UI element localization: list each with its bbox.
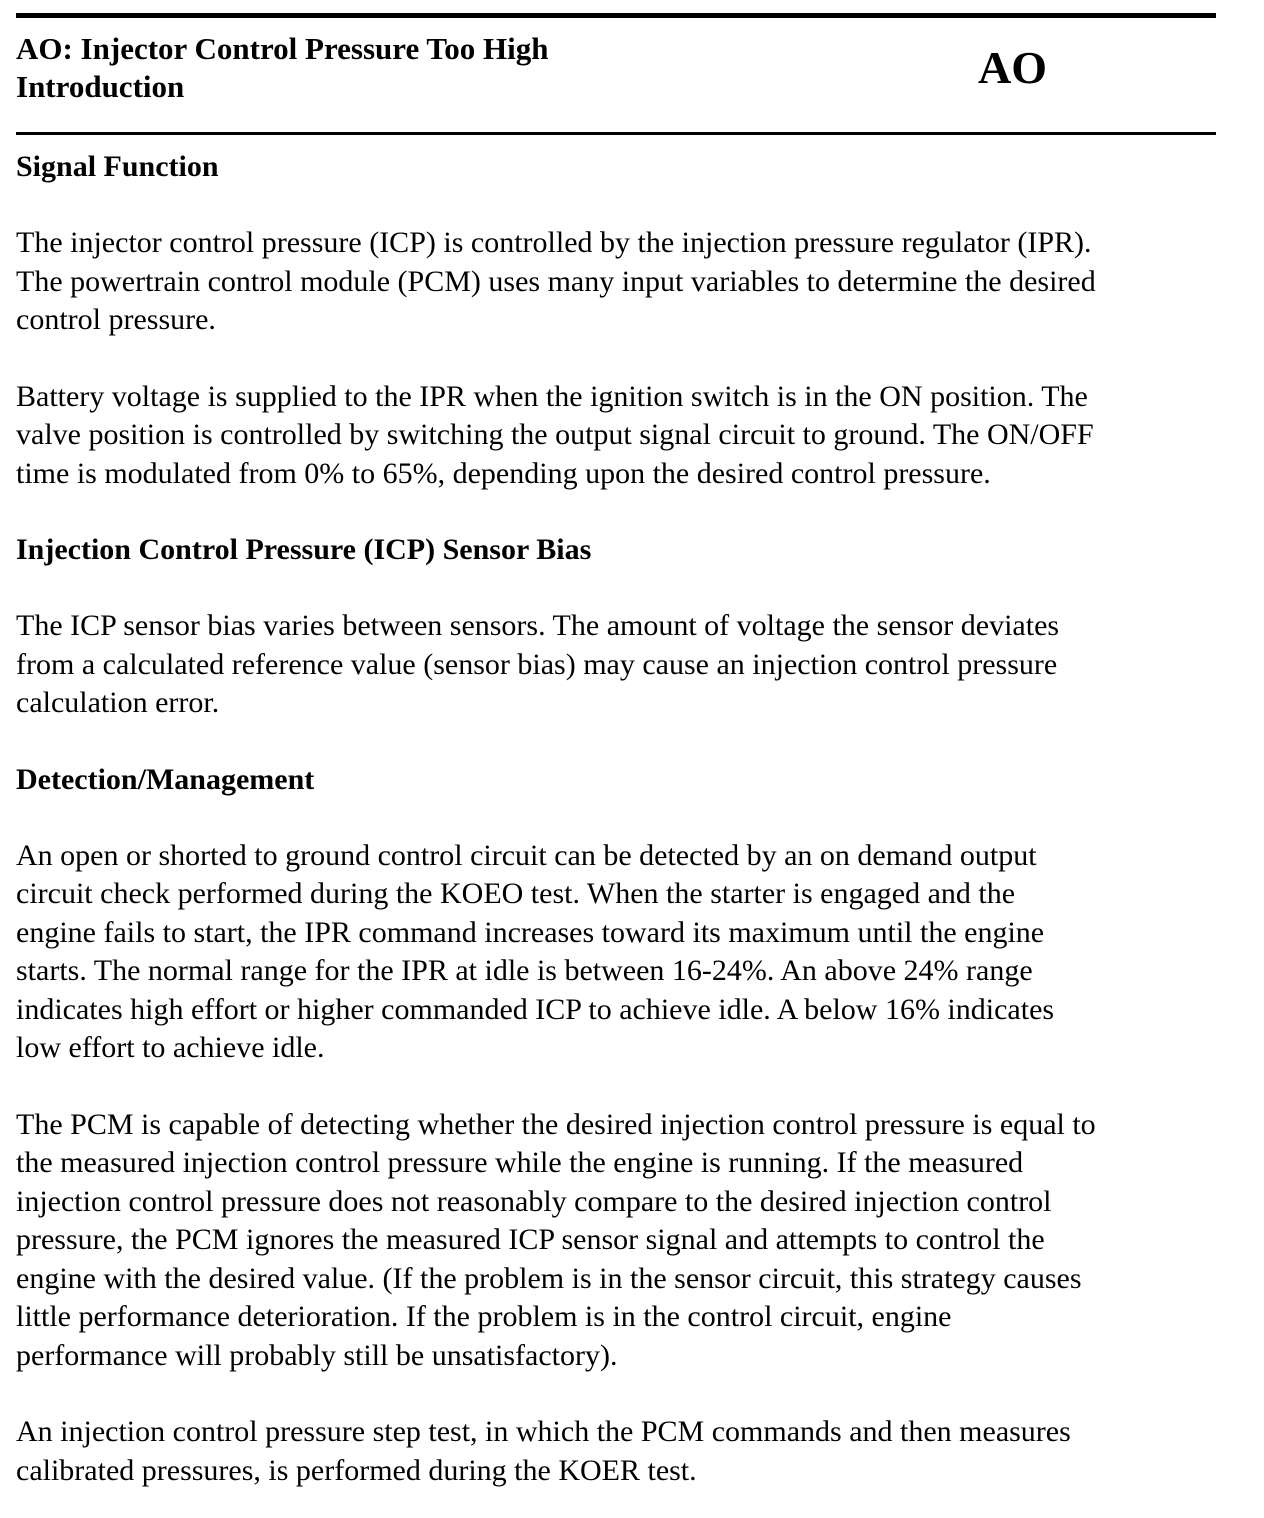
- text-line: little performance deterioration. If the problem is in the control circuit, engine: [16, 1300, 952, 1333]
- text-line: from a calculated reference value (sensor bias) may cause an injection control pressure: [16, 647, 1058, 681]
- text-line: engine with the desired value. (If the problem is in the sensor circuit, this strategy causes: [16, 1261, 1082, 1295]
- paragraph-signal-function-1: [16, 224, 1216, 340]
- text-line: the measured injection control pressure while the engine is running. If the measured: [16, 1146, 1024, 1179]
- header-top-rule: [16, 13, 1216, 18]
- heading-icp-sensor-bias: Injection Control Pressure (ICP) Sensor Bias: [16, 533, 592, 566]
- section-code: AO: [978, 42, 1047, 93]
- text-line: An open or shorted to ground control circuit can be detected by an on demand output: [16, 838, 1037, 872]
- text-line: Battery voltage is supplied to the IPR when the ignition switch is in the ON position. The: [16, 379, 1088, 413]
- text-line: control pressure.: [16, 303, 216, 336]
- paragraph-detection-2: [16, 1106, 1216, 1376]
- text-line: pressure, the PCM ignores the measured ICP sensor signal and attempts to control the: [16, 1223, 1045, 1256]
- paragraph-detection-3: [16, 1413, 1216, 1490]
- text-line: The powertrain control module (PCM) uses many input variables to determine the desired: [16, 264, 1096, 298]
- text-line: calibrated pressures, is performed during the KOER test.: [16, 1453, 697, 1487]
- paragraph-detection-1: [16, 837, 1216, 1068]
- text-line: The ICP sensor bias varies between sensors. The amount of voltage the sensor deviates: [16, 609, 1060, 642]
- text-line: performance will probably still be unsatisfactory).: [16, 1338, 618, 1372]
- text-line: An injection control pressure step test, in which the PCM commands and then measures: [16, 1415, 1071, 1448]
- document-title: [16, 30, 548, 106]
- header-bottom-rule: [16, 132, 1216, 135]
- heading-detection-management: Detection/Management: [16, 762, 315, 796]
- document-body: [16, 148, 1216, 1490]
- text-line: starts. The normal range for the IPR at idle is between 16-24%. An above 24% range: [16, 954, 1033, 987]
- text-line: low effort to achieve idle.: [16, 1031, 325, 1064]
- text-line: calculation error.: [16, 686, 220, 719]
- text-line: The injector control pressure (ICP) is controlled by the injection pressure regulator (IPR).: [16, 226, 1092, 259]
- paragraph-signal-function-2: [16, 378, 1216, 494]
- text-line: valve position is controlled by switching the output signal circuit to ground. The ON/OFF: [16, 418, 1094, 451]
- text-line: time is modulated from 0% to 65%, depending upon the desired control pressure.: [16, 456, 991, 490]
- title-line-2: Introduction: [16, 69, 185, 104]
- text-line: indicates high effort or higher commanded ICP to achieve idle. A below 16% indicates: [16, 992, 1055, 1026]
- paragraph-icp-bias-1: [16, 607, 1216, 723]
- text-line: injection control pressure does not reasonably compare to the desired injection control: [16, 1184, 1052, 1218]
- text-line: circuit check performed during the KOEO test. When the starter is engaged and the: [16, 877, 1016, 910]
- text-line: The PCM is capable of detecting whether the desired injection control pressure is equal to: [16, 1107, 1096, 1141]
- title-line-1: AO: Injector Control Pressure Too High: [16, 31, 549, 66]
- heading-signal-function: Signal Function: [16, 150, 219, 183]
- text-line: engine fails to start, the IPR command increases toward its maximum until the engine: [16, 915, 1045, 949]
